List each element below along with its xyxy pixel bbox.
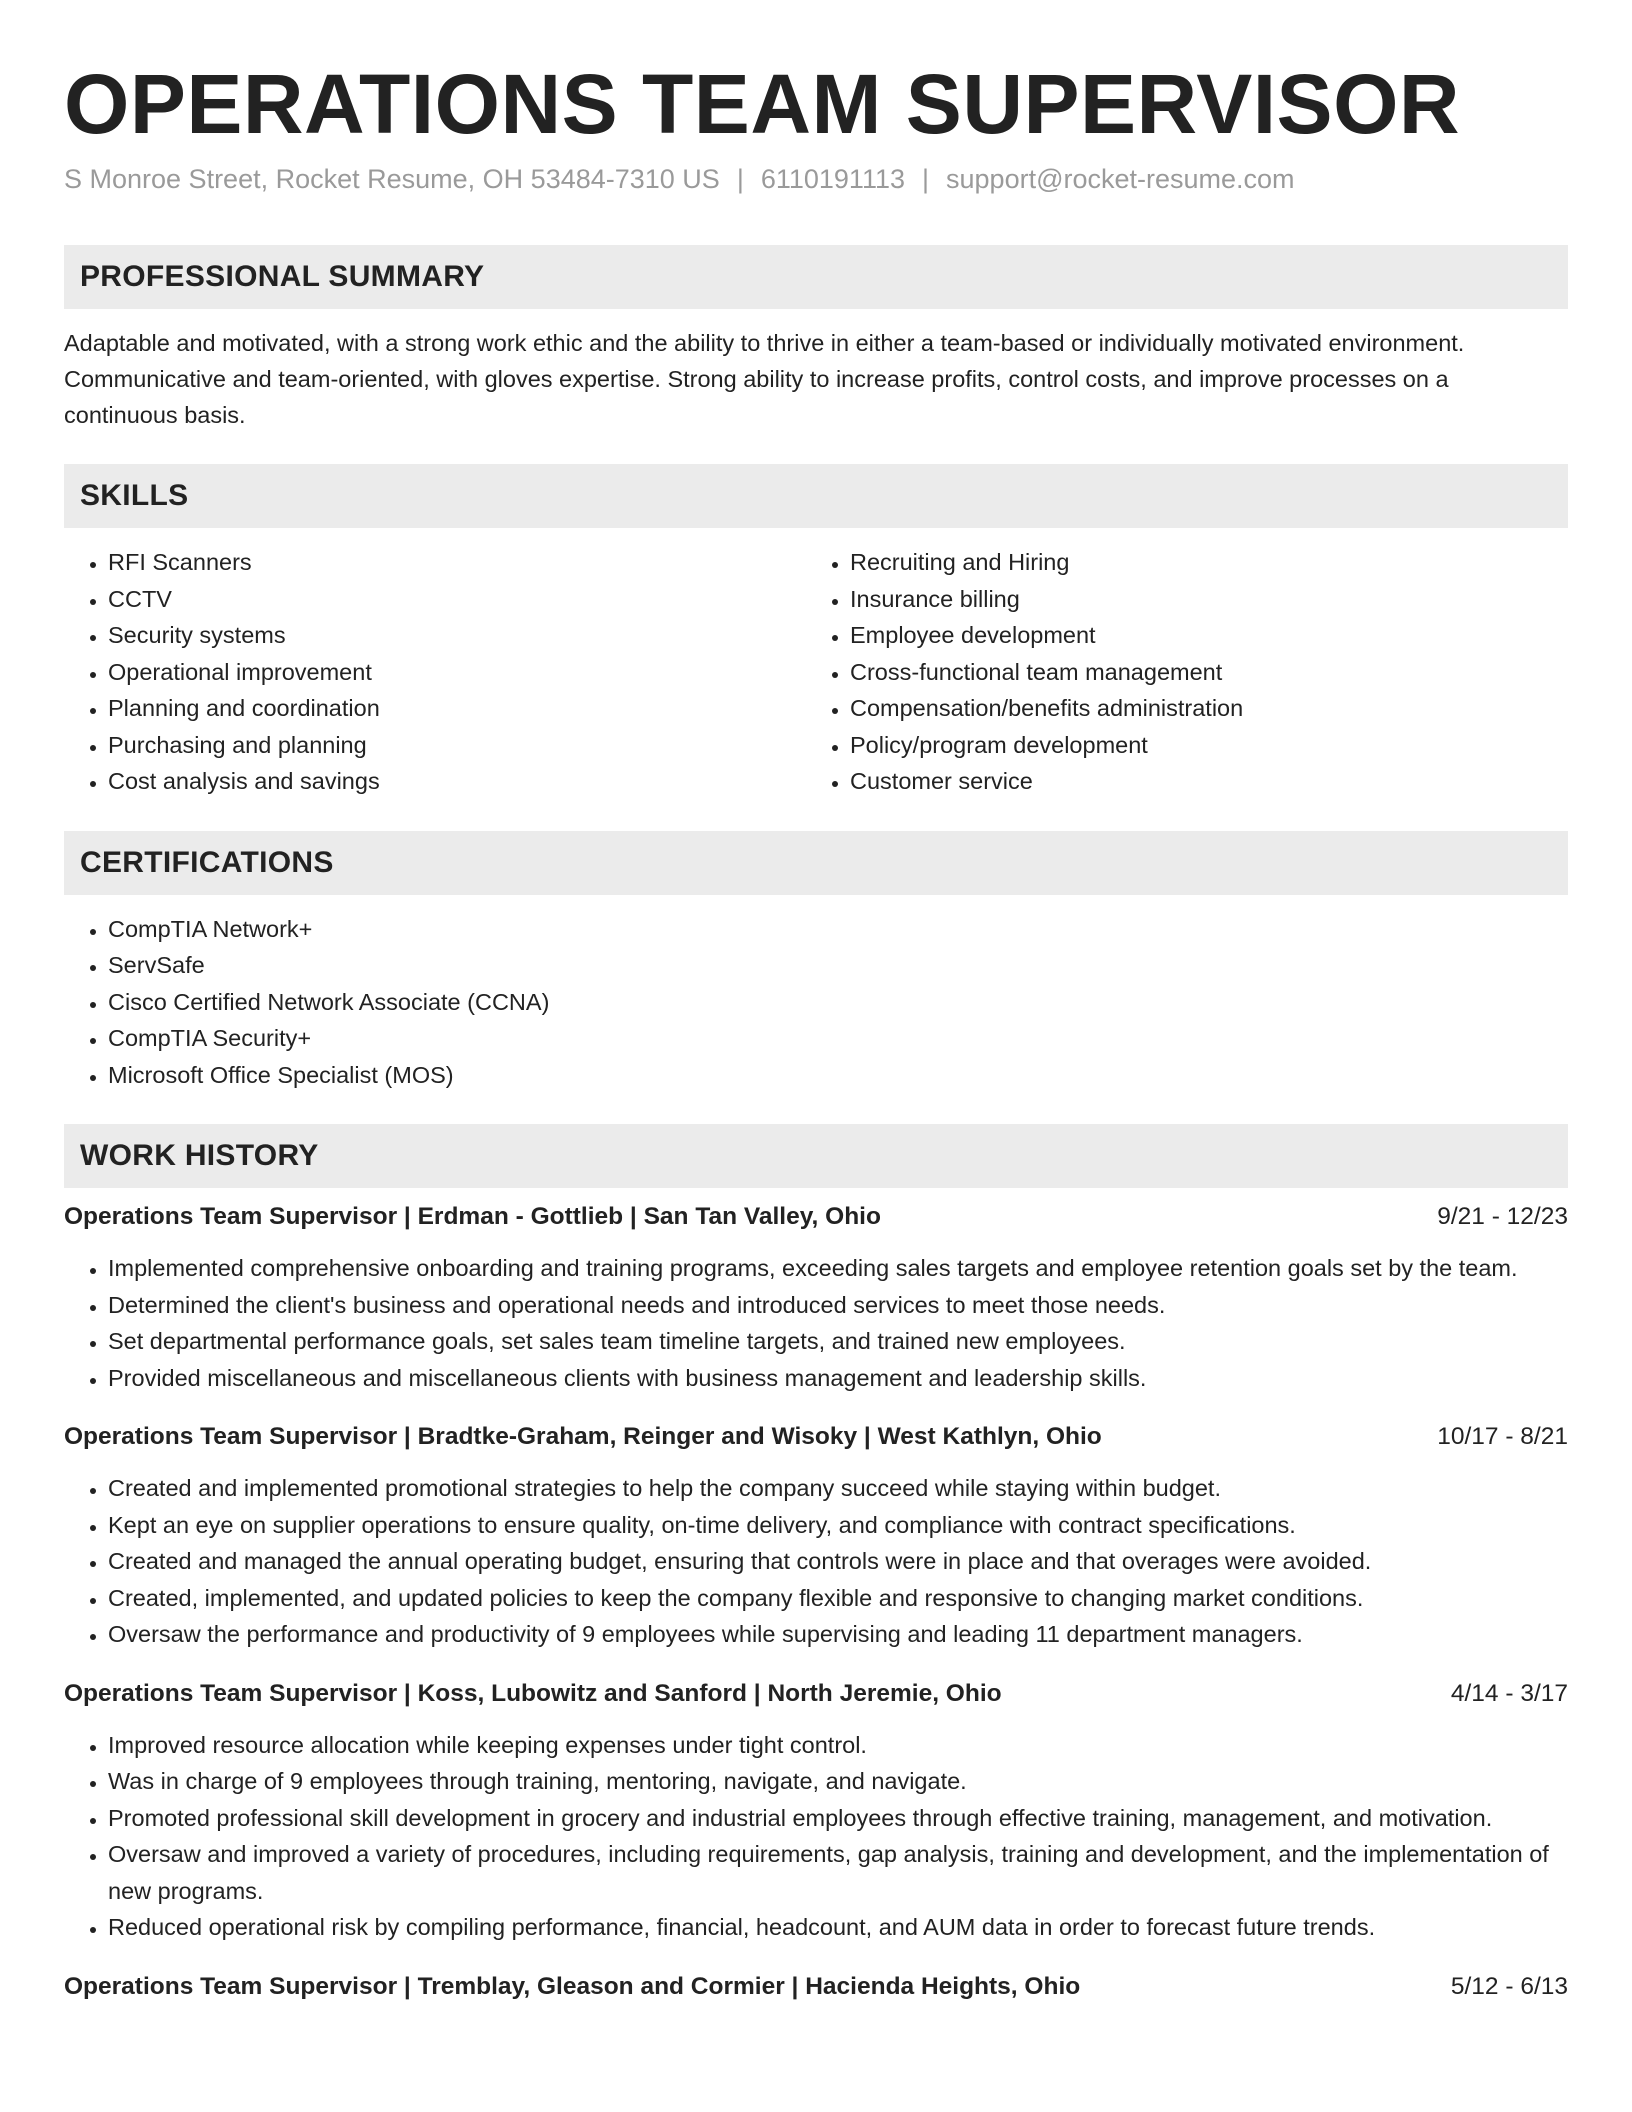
certification-item: • ServSafe — [108, 947, 1568, 984]
section-header-work-history: WORK HISTORY — [64, 1124, 1568, 1188]
section-header-certifications: CERTIFICATIONS — [64, 831, 1568, 895]
resume-name: OPERATIONS TEAM SUPERVISOR — [64, 57, 1461, 151]
job-bullet: • Implemented comprehensive onboarding and training programs, exceeding sales targets and employee retention goals set by the team. — [108, 1250, 1568, 1287]
job-entry — [64, 1970, 1568, 2004]
job-header — [64, 1420, 1568, 1454]
contact-separator: | — [736, 164, 744, 195]
skills-list-left — [64, 544, 806, 800]
job-bullet: • Created and managed the annual operating budget, ensuring that controls were in place and that overages were avoided. — [108, 1543, 1568, 1580]
job-bullet: • Created, implemented, and updated policies to keep the company flexible and responsive to changing market conditions. — [108, 1580, 1568, 1617]
job-bullet: • Kept an eye on supplier operations to ensure quality, on-time delivery, and compliance with contract specifications. — [108, 1507, 1568, 1544]
job-bullet: • Reduced operational risk by compiling performance, financial, headcount, and AUM data in order to forecast future trends. — [108, 1909, 1568, 1946]
job-title: Operations Team Supervisor | Tremblay, Gleason and Cormier | Hacienda Heights, Ohio — [64, 1972, 1081, 2000]
job-bullet: • Set departmental performance goals, set sales team timeline targets, and trained new employees. — [108, 1323, 1568, 1360]
skill-item: • Operational improvement — [108, 654, 806, 691]
job-bullet: • Created and implemented promotional strategies to help the company succeed while staying within budget. — [108, 1470, 1568, 1507]
skill-item: • RFI Scanners — [108, 544, 806, 581]
certification-item: • CompTIA Network+ — [108, 911, 1568, 948]
skills-column-right — [806, 544, 1548, 800]
job-bullet: • Improved resource allocation while keeping expenses under tight control. — [108, 1727, 1568, 1764]
contact-address: S Monroe Street, Rocket Resume, OH 53484-7310 US — [64, 164, 720, 195]
job-bullet: • Promoted professional skill development in grocery and industrial employees through effective training, management, and motivation. — [108, 1800, 1568, 1837]
skill-item: • Cross-functional team management — [850, 654, 1548, 691]
job-entry — [64, 1420, 1568, 1653]
job-dates: 5/12 - 6/13 — [1450, 1972, 1568, 2000]
skill-item: • Employee development — [850, 617, 1548, 654]
job-entry — [64, 1677, 1568, 1946]
job-dates: 4/14 - 3/17 — [1450, 1679, 1568, 1707]
job-bullet: • Determined the client's business and operational needs and introduced services to meet those needs. — [108, 1287, 1568, 1324]
work-history-list — [64, 1200, 1568, 2004]
skills-grid — [64, 544, 1568, 800]
job-entry — [64, 1200, 1568, 1396]
job-title: Operations Team Supervisor | Koss, Lubowitz and Sanford | North Jeremie, Ohio — [64, 1679, 1002, 1707]
contact-phone: 6110191113 — [760, 164, 905, 195]
skill-item: • Customer service — [850, 763, 1548, 800]
certification-item: • CompTIA Security+ — [108, 1020, 1568, 1057]
certification-item: • Microsoft Office Specialist (MOS) — [108, 1057, 1568, 1094]
job-bullet: • Was in charge of 9 employees through training, mentoring, navigate, and navigate. — [108, 1763, 1568, 1800]
skill-item: • Purchasing and planning — [108, 727, 806, 764]
skill-item: • Cost analysis and savings — [108, 763, 806, 800]
job-dates: 10/17 - 8/21 — [1437, 1423, 1568, 1451]
skill-item: • Security systems — [108, 617, 806, 654]
job-bullets — [64, 1250, 1568, 1396]
skill-item: • Compensation/benefits administration — [850, 690, 1548, 727]
skills-column-left — [64, 544, 806, 800]
skill-item: • Planning and coordination — [108, 690, 806, 727]
summary-text: Adaptable and motivated, with a strong work ethic and the ability to thrive in either a team-based or individually motivated environment. Communicative and team-oriented, with gloves expertise. Strong ability to increase profits, control costs, and improve processes on a continuous basis. — [64, 330, 1465, 429]
job-bullets — [64, 1470, 1568, 1653]
skill-item: • Recruiting and Hiring — [850, 544, 1548, 581]
certifications-list — [64, 911, 1568, 1094]
job-bullet: • Provided miscellaneous and miscellaneous clients with business management and leadership skills. — [108, 1360, 1568, 1397]
skills-list-right — [806, 544, 1548, 800]
job-bullet: • Oversaw the performance and productivity of 9 employees while supervising and leading 11 department managers. — [108, 1616, 1568, 1653]
contact-separator: | — [922, 164, 930, 195]
job-header — [64, 1677, 1568, 1711]
job-header — [64, 1970, 1568, 2004]
job-bullet: • Oversaw and improved a variety of procedures, including requirements, gap analysis, training and development, and the implementation of new programs. — [108, 1836, 1568, 1909]
job-header — [64, 1200, 1568, 1234]
job-title: Operations Team Supervisor | Erdman - Gottlieb | San Tan Valley, Ohio — [64, 1203, 881, 1231]
job-bullets — [64, 1727, 1568, 1946]
section-header-summary: PROFESSIONAL SUMMARY — [64, 245, 1568, 309]
job-dates: 9/21 - 12/23 — [1437, 1203, 1568, 1231]
contact-email: support@rocket-resume.com — [946, 164, 1295, 195]
contact-line — [64, 164, 1568, 195]
skill-item: • Insurance billing — [850, 581, 1548, 618]
section-header-skills: SKILLS — [64, 464, 1568, 528]
skill-item: • Policy/program development — [850, 727, 1548, 764]
job-title: Operations Team Supervisor | Bradtke-Graham, Reinger and Wisoky | West Kathlyn, Ohio — [64, 1423, 1102, 1451]
certification-item: • Cisco Certified Network Associate (CCNA) — [108, 984, 1568, 1021]
skill-item: • CCTV — [108, 581, 806, 618]
